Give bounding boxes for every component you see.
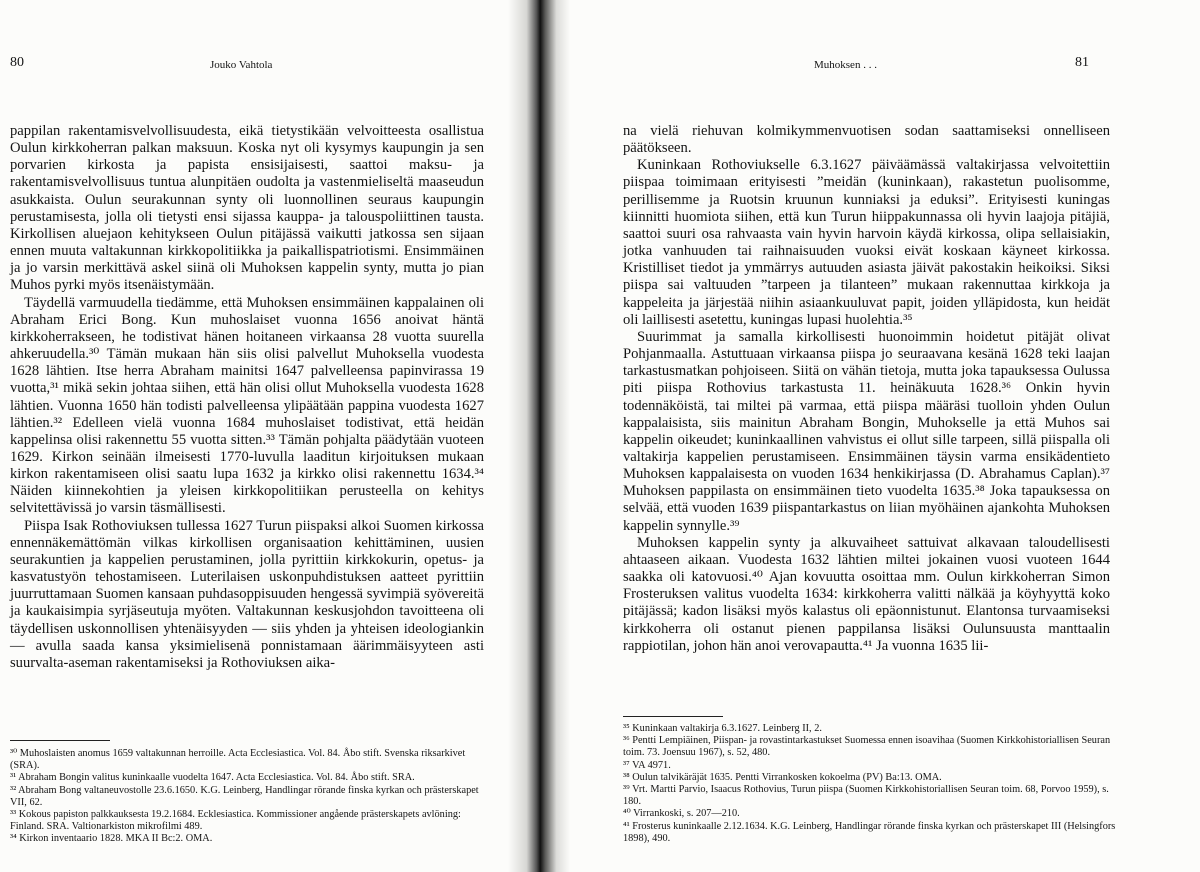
body-text	[10, 123, 484, 672]
page-number: 81	[1075, 55, 1089, 70]
running-head: Muhoksen . . .	[814, 59, 877, 71]
footnote: ³⁸ Oulun talvikäräjät 1635. Pentti Virrankosken kokoelma (PV) Ba:13. OMA.	[623, 771, 942, 783]
paragraph: na vielä riehuvan kolmikymmenvuotisen sodan saattamiseksi onnelliseen päätökseen.	[623, 123, 1110, 157]
footnotes	[623, 723, 1128, 845]
running-head: Jouko Vahtola	[210, 59, 273, 71]
paragraph: Piispa Isak Rothoviuksen tullessa 1627 Turun piispaksi alkoi Suomen kirkossa ennennäkemättömän vilkas kirkollisen organisaation kehittäminen, uusien seurakuntien ja kappelien perustaminen, jolla pyrittiin kirkkokurin, opetus- ja kasvatustyön tehostamiseen. Luterilaisen uskonpuhdistuksen aatteet pyrittiin juurruttamaan Suomen kansaan puhdasoppisuuden hengessä syvimpiä syövereitä ja kaukaisimpia syrjäseutuja myöten. Valtakunnan keskusjohdon tavoitteena oli täydellisen uskonnollisen yhtenäisyyden — siis yhden ja yhteisen ideologiankin — avulla saada kansa yksimielisenä ponnistamaan äärimmäisyyteen asti suurvalta-aseman rakentamiseksi ja Rothoviuksen aika-	[10, 517, 484, 671]
footnote: ⁴⁰ Virrankoski, s. 207—210.	[623, 808, 740, 820]
footnote: ³¹ Abraham Bongin valitus kuninkaalle vuodelta 1647. Acta Ecclesiastica. Vol. 84. Åbo stift. SRA.	[10, 772, 415, 784]
paragraph: Täydellä varmuudella tiedämme, että Muhoksen ensimmäinen kappalainen oli Abraham Erici Bong. Kun muhoslaiset vuonna 1656 anoivat häntä kirkkoherrakseen, he todistivat hänen hoitaneen virkaansa 28 vuotta suurella ahkeruudella.³⁰ Tämän mukaan hän siis olisi palvellut Muhoksella vuodesta 1628 lähtien. Itse herra Abraham mainitsi 1647 palvelleensa papinvirassa 19 vuotta,³¹ mikä sekin johtaa siihen, että hän olisi ollut Muhoksella vuodesta 1628 lähtien. Vuonna 1650 hän todisti palvelleensa ylipäätään pappina vuodesta 1627 lähtien.³² Edelleen vielä vuonna 1684 muhoslaiset todistivat, että heidän kappelinsa olisi rakennettu 55 vuotta sitten.³³ Tämän pohjalta päädytään vuoteen 1629. Kirkon seinään ilmeisesti 1770-luvulla laaditun kirjoituksen mukaan kirkon rakentamiseen olisi saatu lupa 1632 ja kirkko olisi rakennettu 1634.³⁴ Näiden kiinnekohtien ja yleisen kirkkopolitiikan perusteella on kehitys selvitettävissä jo varsin täsmällisesti.	[10, 294, 484, 517]
paragraph: pappilan rakentamisvelvollisuudesta, eikä tietystikään velvoitteesta osallistua Oulun kirkkoherran palkan maksuun. Koska nyt oli kysymys kaupungin ja sen porvarien kirkosta ja papista ensisijaisesti, saattoi maksu- ja rakentamisvelvollisuus tuntua alunpitäen oudolta ja vastenmieliseltä maaseudun asukkaista. Oulun seurakunnan synty oli luonnollinen seuraus kaupungin perustamisesta, jolla oli tietysti ensi sijassa kauppa- ja talouspoliittinen tausta. Kirkollisen aluejaon kehitykseen Oulun pitäjässä vaikutti jatkossa sen sijaan ennen muuta valtakunnan kirkkopolitiikka ja paikallispatriotismi. Ensimmäinen ja jo varsin merkittävä askel siinä oli Muhoksen kappelin synty, mutta jo pian Muhos pyrki myös itsenäistymään.	[10, 123, 484, 294]
footnote: ³⁷ VA 4971.	[623, 759, 671, 771]
footnote: ³² Abraham Bong valtaneuvostolle 23.6.1650. K.G. Leinberg, Handlingar rörande finska kyrkan och prästerskapet VII, 62.	[10, 784, 479, 808]
footnote-rule	[10, 740, 110, 741]
footnote: ⁴¹ Frosterus kuninkaalle 2.12.1634. K.G. Leinberg, Handlingar rörande finska kyrkan och prästerskapet III (Helsingfors 1898), 490.	[623, 820, 1116, 844]
paragraph: Muhoksen kappelin synty ja alkuvaiheet sattuivat alkavaan taloudellisesti ahtaaseen aikaan. Vuodesta 1632 lähtien miltei jokainen vuosi vuoteen 1644 saakka oli katovuosi.⁴⁰ Ajan kovuutta osoittaa mm. Oulun kirkkoherran Simon Frosteruksen valitus vuodelta 1634: kirkkoherra valitti nälkää ja köyhyyttä koko pitäjässä; kadon lisäksi myös kalastus oli epäonnistunut. Elantonsa turvaamiseksi kirkkoherra oli ostanut pienen pappilansa lisäksi Oulunsuusta manttaalin rappiotilan, johon hän anoi verovapautta.⁴¹ Ja vuonna 1635 lii-	[623, 534, 1110, 654]
footnote: ³⁶ Pentti Lempiäinen, Piispan- ja rovastintarkastukset Suomessa ennen isoavihaa (Suomen Kirkkohistoriallisen Seuran toim. 73. Joensuu 1967), s. 52, 480.	[623, 735, 1111, 759]
page-number: 80	[10, 55, 24, 70]
footnote: ³⁵ Kuninkaan valtakirja 6.3.1627. Leinberg II, 2.	[623, 723, 822, 734]
footnote: ³⁹ Vrt. Martti Parvio, Isaacus Rothovius, Turun piispa (Suomen Kirkkohistoriallisen Seuran toim. 68, Porvoo 1959), s. 180.	[623, 784, 1109, 808]
footnote: ³³ Kokous papiston palkkauksesta 19.2.1684. Ecklesiastica. Kommissioner angående prästerskapets avlöning: Finland. SRA. Valtionarkiston mikrofilmi 489.	[10, 809, 461, 833]
footnote: ³⁰ Muhoslaisten anomus 1659 valtakunnan herroille. Acta Ecclesiastica. Vol. 84. Åbo stift. Svenska riksarkivet (SRA).	[10, 748, 466, 772]
paragraph: Suurimmat ja samalla kirkollisesti huonoimmin hoidetut pitäjät olivat Pohjanmaalla. Astuttuaan virkaansa piispa jo seuraavana kesänä 1628 teki laajan tarkastusmatkan pohjoiseen. Siitä on vähän tietoja, mutta joka tapauksessa Oulussa piti piispa Rothovius tarkastusta 11. heinäkuuta 1628.³⁶ Onkin hyvin todennäköistä, tai miltei pä varmaa, että piispa määräsi tuolloin yhden Oulun kappalaisista, siis mainitun Abraham Bongin, Muhokselle ja että Muhos sai kappelin oikeudet; kuninkaallinen vahvistus ei ollut sille tarpeen, sillä piispalla oli valtakirja kappelien perustamiseen. Ensimmäinen täysin varma ensikädentieto Muhoksen kappalaisesta on vuoden 1634 henkikirjassa (D. Abrahamus Caplan).³⁷ Muhoksen pappilasta on ensimmäinen tieto vuodelta 1635.³⁸ Joka tapauksessa on selvää, että vuoden 1639 piispantarkastus on liian myöhäinen ajankohta Muhoksen kappelin synnylle.³⁹	[623, 328, 1110, 534]
footnote-rule	[623, 716, 723, 717]
footnote: ³⁴ Kirkon inventaario 1828. MKA II Bc:2. OMA.	[10, 833, 213, 845]
paragraph: Kuninkaan Rothoviukselle 6.3.1627 päiväämässä valtakirjassa velvoitettiin piispaa toimimaan erityisesti ”meidän (kuninkaan), rakastetun puolisomme, perillisemme ja Ruotsin kruunun kunniaksi ja eduksi”. Erityisesti kuningas kiinnitti huomiota siihen, että kun Turun hiippakunnassa oli hyvin laajoja pitäjiä, saattoi suuri osa rahvaasta vain hyvin harvoin käydä kirkossa, olipa sellaisiakin, jotka vanhuuden tai raihnaisuuden vuoksi eivät koskaan käyneet kirkossa. Kristilliset tiedot ja ymmärrys autuuden asiasta jäivät pakostakin heikoiksi. Siksi piispa sai valtuuden ”tarpeen ja tilanteen” mukaan rakennuttaa kirkkoja ja kappeleita ja järjestää niihin asiaankuuluvat papit, joiden ylläpidosta, kun heidät oli laillisesti asetettu, kuningas lupasi huolehtia.³⁵	[623, 157, 1110, 328]
footnotes	[10, 748, 490, 846]
left-page	[0, 0, 540, 872]
right-page	[540, 0, 1200, 872]
body-text	[623, 123, 1110, 655]
